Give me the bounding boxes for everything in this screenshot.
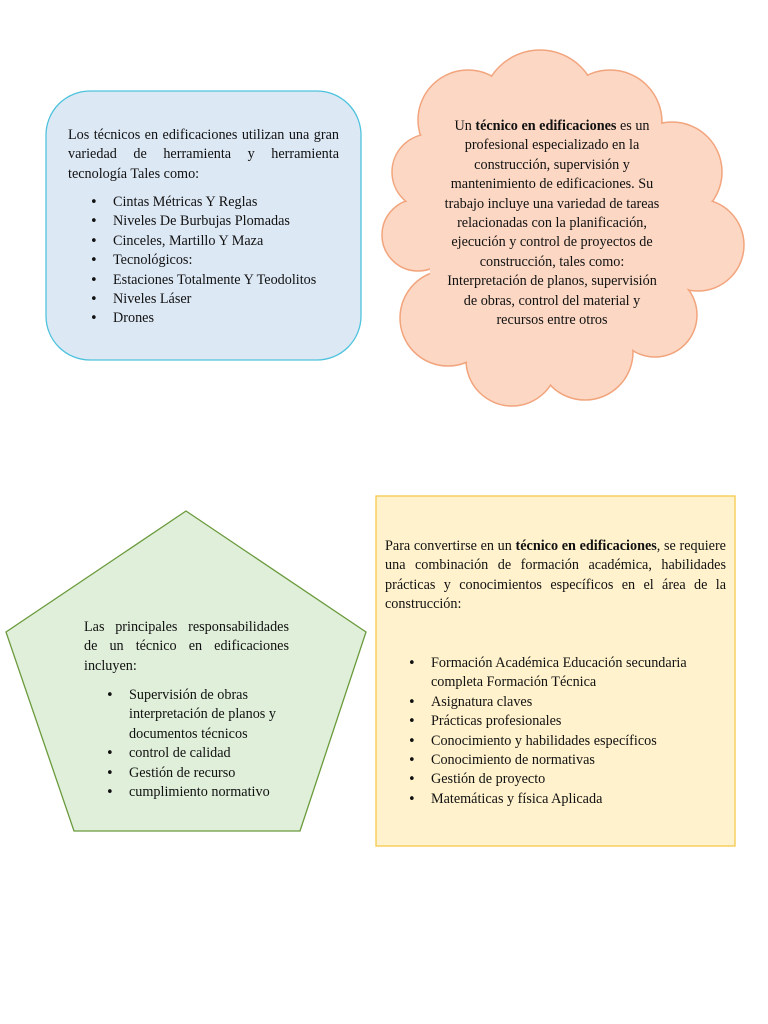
list-item: • control de calidad	[129, 744, 297, 763]
responsibilities-intro-text: Las principales responsabilidades de un técnico en edificaciones incluyen:	[84, 619, 289, 674]
list-item: • cumplimiento normativo	[129, 783, 297, 802]
list-item: • Estaciones Totalmente Y Teodolitos	[113, 271, 353, 290]
training-intro-text	[385, 537, 726, 615]
training-prefix: Para convertirse en un	[385, 538, 516, 554]
definition-prefix: Un	[454, 118, 476, 134]
list-item: • Formación Académica Educación secundaria completa Formación Técnica	[431, 654, 721, 693]
list-item: • Prácticas profesionales	[431, 712, 721, 731]
list-item: • Drones	[113, 309, 353, 328]
list-item: • Conocimiento de normativas	[431, 751, 721, 770]
list-item: • Tecnológicos:	[113, 251, 353, 270]
list-item: • Gestión de recurso	[129, 764, 297, 783]
tools-intro-text: Los técnicos en edificaciones utilizan una gran variedad de herramienta y herramienta tecnología Tales como:	[68, 127, 339, 182]
definition-rest: es un profesional especializado en la construcción, supervisión y mantenimiento de edificaciones. Su trabajo incluye una variedad de tareas relacionadas con la planificación, ejecución y control de proyectos de construcción, tales como: Interpretación de planos, supervisión de obras, control del material y recursos entre otros	[444, 118, 660, 329]
tools-list	[113, 193, 353, 329]
list-item: • Asignatura claves	[431, 693, 721, 712]
list-item: • Matemáticas y física Aplicada	[431, 790, 721, 809]
list-item: • Cinceles, Martillo Y Maza	[113, 232, 353, 251]
responsibilities-list	[129, 686, 297, 802]
training-bold-term: técnico en edificaciones	[515, 538, 657, 554]
training-list	[431, 654, 721, 809]
list-item: • Niveles De Burbujas Plomadas	[113, 212, 353, 231]
definition-bold-term: técnico en edificaciones	[475, 118, 617, 134]
list-item: • Gestión de proyecto	[431, 770, 721, 789]
list-item: • Niveles Láser	[113, 290, 353, 309]
list-item: • Supervisión de obras interpretación de planos y documentos técnicos	[129, 686, 297, 744]
definition-text	[442, 117, 662, 330]
training-rest: , se requiere una combinación de formación académica, habilidades prácticas y conocimientos específicos en el área de la construcción:	[385, 538, 726, 613]
list-item: • Cintas Métricas Y Reglas	[113, 193, 353, 212]
list-item: • Conocimiento y habilidades específicos	[431, 732, 721, 751]
